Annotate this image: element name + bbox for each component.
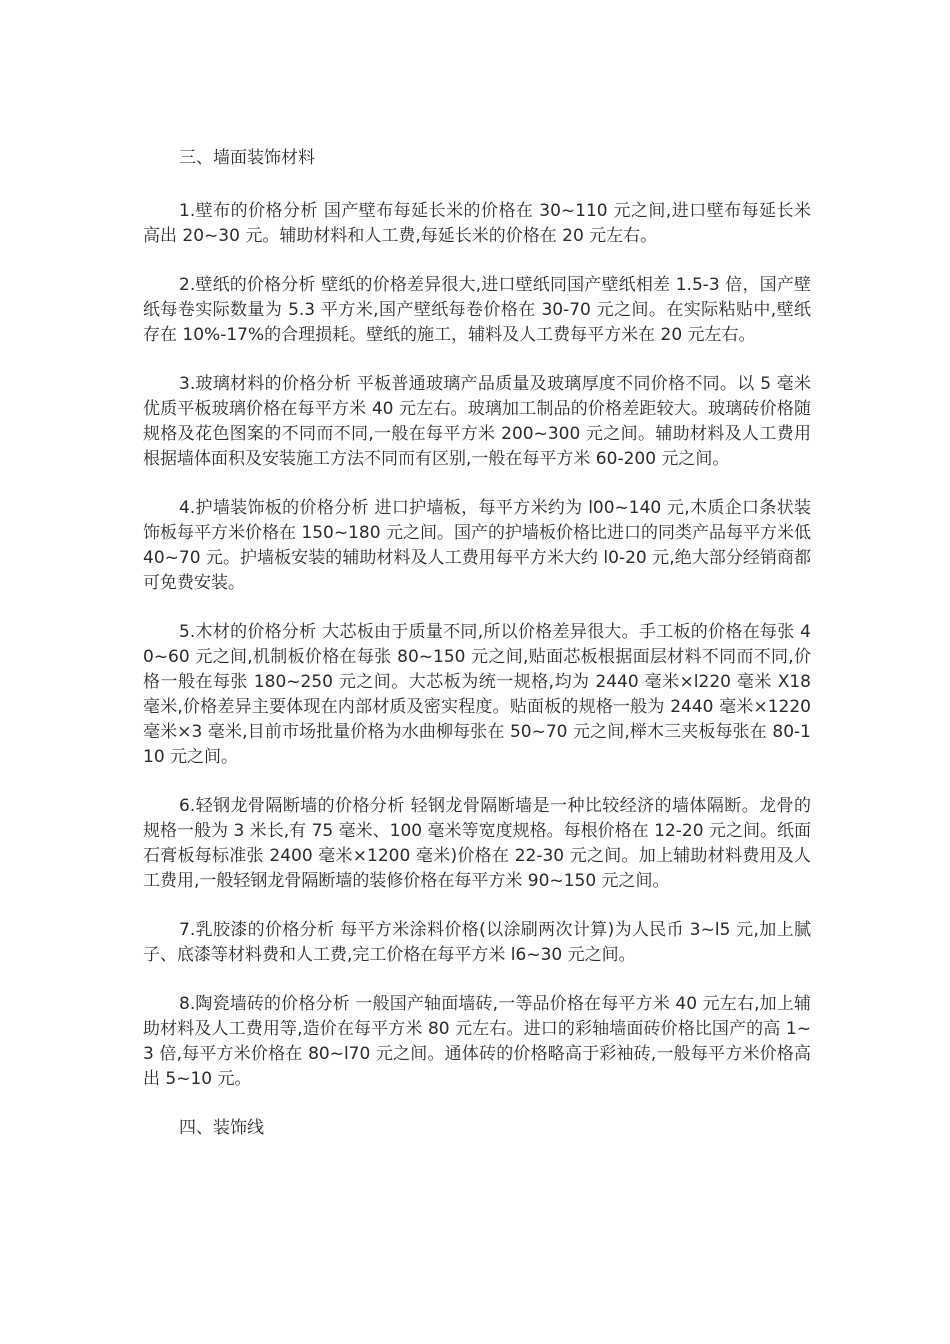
paragraph-ceramic-tile: 8.陶瓷墙砖的价格分析 一般国产轴面墙砖,一等品价格在每平方米 40 元左右,加上辅助材料及人工费用等,造价在每平方米 80 元左右。进口的彩轴墙面砖价格比国产的高 1~3 倍,每平方米价格在 80~l70 元之间。通体砖的价格略高于彩袖砖,一般每平方米价格高出 5~10 元。	[143, 994, 811, 1089]
paragraph-latex-paint: 7.乳胶漆的价格分析 每平方米涂料价格(以涂刷两次计算)为人民币 3~l5 元,加上腻子、底漆等材料费和人工费,完工价格在每平方米 l6~30 元之间。	[143, 920, 811, 965]
paragraph-wall-panel: 4.护墙装饰板的价格分析 进口护墙板，每平方米约为 l00~140 元,木质企口条状装饰板每平方米价格在 150~180 元之间。国产的护墙板价格比进口的同类产品每平方米低 40~70 元。护墙板安装的辅助材料及人工费用每平方米大约 l0-20 元,绝大部分经销商都可免费安装。	[143, 498, 811, 593]
paragraph-wood: 5.木材的价格分析 大芯板由于质量不同,所以价格差异很大。手工板的价格在每张 40~60 元之间,机制板价格在每张 80~150 元之间,贴面芯板根据面层材料不同而不同,价格一般在每张 180~250 元之间。大芯板为统一规格,均为 2440 毫米×l220 毫米 X18 毫米,价格差异主要体现在内部材质及密实程度。贴面板的规格一般为 2440 毫米×1220 毫米×3 毫米,目前市场批量价格为水曲柳每张在 50~70 元之间,榉木三夹板每张在 80-110 元之间。	[143, 622, 811, 767]
paragraph-glass: 3.玻璃材料的价格分析 平板普通玻璃产品质量及玻璃厚度不同价格不同。以 5 毫米优质平板玻璃价格在每平方米 40 元左右。玻璃加工制品的价格差距较大。玻璃砖价格随规格及花色图案的不同而不同,一般在每平方米 200~300 元之间。辅助材料及人工费用根据墙体面积及安装施工方法不同而有区别,一般在每平方米 60-200 元之间。	[143, 374, 811, 469]
section-heading-decorative-lines: 四、装饰线	[179, 1118, 264, 1138]
section-heading-wall-materials: 三、墙面装饰材料	[179, 148, 315, 168]
paragraph-wall-cloth: 1.壁布的价格分析 国产壁布每延长米的价格在 30~110 元之间,进口壁布每延长米高出 20~30 元。辅助材料和人工费,每延长米的价格在 20 元左右。	[143, 201, 811, 246]
paragraph-light-steel-keel: 6.轻钢龙骨隔断墙的价格分析 轻钢龙骨隔断墙是一种比较经济的墙体隔断。龙骨的规格一般为 3 米长,有 75 毫米、100 毫米等宽度规格。每根价格在 12-20 元之间。纸面石膏板每标准张 2400 毫米×1200 毫米)价格在 22-30 元之间。加上辅助材料费用及人工费用,一般轻钢龙骨隔断墙的装修价格在每平方米 90~150 元之间。	[143, 796, 811, 891]
document-body	[143, 140, 811, 1141]
paragraph-wallpaper: 2.壁纸的价格分析 壁纸的价格差异很大,进口壁纸同国产壁纸相差 1.5-3 倍，国产壁纸每卷实际数量为 5.3 平方米,国产壁纸每卷价格在 30-70 元之间。在实际粘贴中,壁纸存在 10%-17%的合理损耗。壁纸的施工，辅料及人工费每平方米在 20 元左右。	[143, 275, 811, 345]
